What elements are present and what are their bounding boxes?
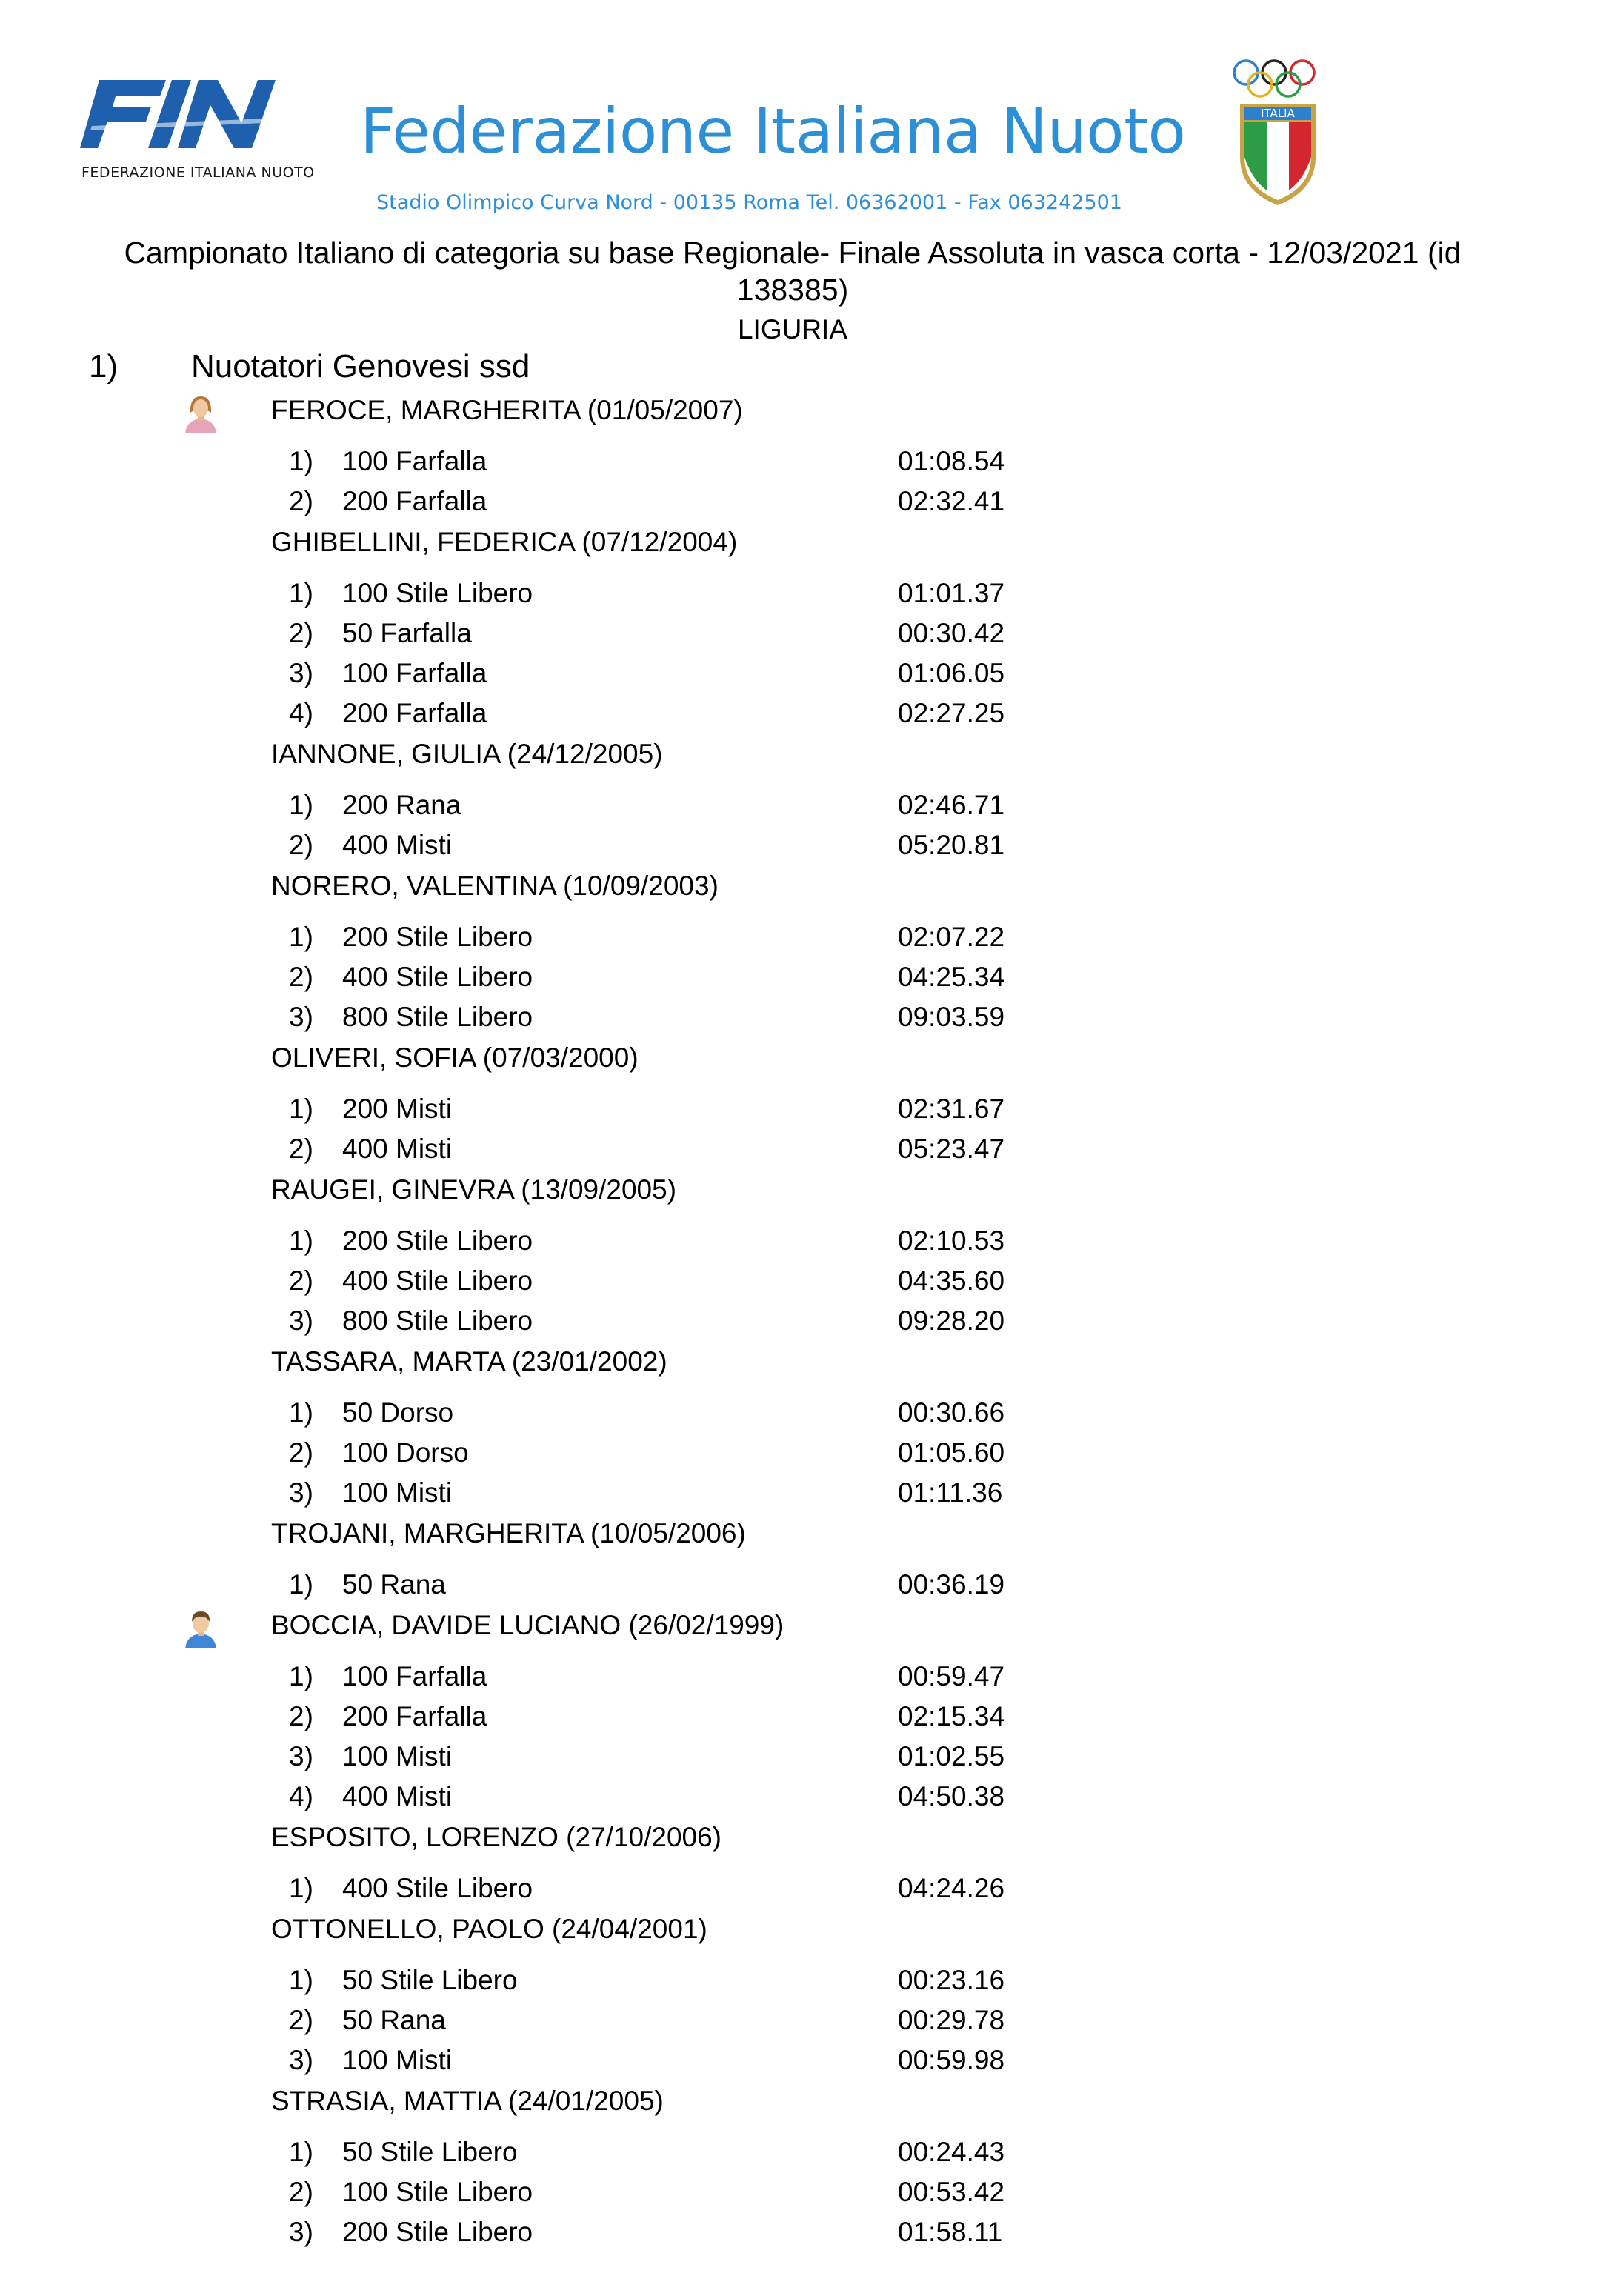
result-index: 3) [289, 658, 313, 688]
result-time: 00:59.47 [898, 1661, 1005, 1691]
result-index: 3) [289, 2045, 313, 2075]
result-event: 50 Dorso [342, 1397, 454, 1428]
athlete-name: OLIVERI, SOFIA (07/03/2000) [271, 1042, 639, 1073]
result-index: 2) [289, 1265, 313, 1296]
result-time: 04:50.38 [898, 1781, 1005, 1811]
result-time: 01:06.05 [898, 658, 1005, 688]
female-swimmer-icon [181, 393, 221, 435]
fin-logo-caption: FEDERAZIONE ITALIANA NUOTO [81, 164, 315, 181]
result-time: 04:35.60 [898, 1265, 1005, 1296]
athlete-name: GHIBELLINI, FEDERICA (07/12/2004) [271, 527, 738, 557]
result-index: 1) [289, 1225, 313, 1256]
result-index: 4) [289, 698, 313, 728]
result-index: 1) [289, 2137, 313, 2167]
result-index: 2) [289, 830, 313, 860]
athlete-name: NORERO, VALENTINA (10/09/2003) [271, 871, 719, 901]
result-time: 04:24.26 [898, 1873, 1005, 1903]
result-time: 00:30.42 [898, 618, 1005, 648]
result-time: 01:01.37 [898, 578, 1005, 608]
result-index: 2) [289, 486, 313, 516]
result-index: 4) [289, 1781, 313, 1811]
result-event: 200 Stile Libero [342, 922, 533, 952]
result-index: 2) [289, 618, 313, 648]
result-index: 2) [289, 962, 313, 992]
male-swimmer-icon [181, 1608, 221, 1650]
result-event: 200 Farfalla [342, 486, 487, 516]
result-event: 200 Farfalla [342, 698, 487, 728]
athlete-name: TASSARA, MARTA (23/01/2002) [271, 1346, 667, 1377]
result-event: 400 Misti [342, 830, 453, 860]
result-index: 2) [289, 1134, 313, 1164]
result-event: 200 Rana [342, 790, 461, 820]
result-index: 2) [289, 2005, 313, 2035]
result-event: 400 Stile Libero [342, 962, 533, 992]
result-time: 00:24.43 [898, 2137, 1005, 2167]
result-index: 1) [289, 1569, 313, 1600]
result-time: 09:28.20 [898, 1305, 1005, 1336]
result-index: 3) [289, 1305, 313, 1336]
athlete-name: BOCCIA, DAVIDE LUCIANO (26/02/1999) [271, 1610, 784, 1640]
result-event: 100 Misti [342, 2045, 453, 2075]
result-time: 01:05.60 [898, 1437, 1005, 1468]
result-time: 02:31.67 [898, 1094, 1005, 1124]
athlete-name: TROJANI, MARGHERITA (10/05/2006) [271, 1518, 746, 1548]
result-index: 1) [289, 446, 313, 476]
result-time: 09:03.59 [898, 1002, 1005, 1032]
result-index: 1) [289, 1094, 313, 1124]
result-event: 200 Stile Libero [342, 1225, 533, 1256]
result-index: 3) [289, 1741, 313, 1771]
team-index: 1) [89, 348, 119, 385]
result-event: 100 Farfalla [342, 1661, 487, 1691]
result-time: 04:25.34 [898, 962, 1005, 992]
federation-name: Federazione Italiana Nuoto [360, 95, 1186, 167]
event-title-line-2: 138385) [736, 273, 849, 307]
result-event: 400 Misti [342, 1134, 453, 1164]
result-time: 00:30.66 [898, 1397, 1005, 1428]
result-event: 100 Misti [342, 1741, 453, 1771]
result-event: 400 Stile Libero [342, 1873, 533, 1903]
result-index: 1) [289, 1397, 313, 1428]
athlete-name: ESPOSITO, LORENZO (27/10/2006) [271, 1822, 722, 1852]
result-event: 100 Farfalla [342, 446, 487, 476]
result-index: 3) [289, 2217, 313, 2247]
result-time: 02:15.34 [898, 1701, 1005, 1731]
result-event: 50 Rana [342, 2005, 446, 2035]
italia-shield-icon [1240, 104, 1316, 205]
result-index: 1) [289, 790, 313, 820]
result-index: 1) [289, 578, 313, 608]
page-header [0, 0, 1623, 222]
team-name: Nuotatori Genovesi ssd [191, 348, 530, 385]
result-event: 100 Farfalla [342, 658, 487, 688]
result-event: 100 Misti [342, 1477, 453, 1508]
result-index: 1) [289, 1965, 313, 1995]
result-index: 1) [289, 922, 313, 952]
athlete-name: IANNONE, GIULIA (24/12/2005) [271, 739, 663, 769]
result-time: 00:53.42 [898, 2177, 1005, 2207]
result-time: 02:32.41 [898, 486, 1005, 516]
athlete-name: FEROCE, MARGHERITA (01/05/2007) [271, 395, 743, 425]
event-title [44, 234, 1541, 308]
result-event: 800 Stile Libero [342, 1002, 533, 1032]
result-event: 50 Farfalla [342, 618, 472, 648]
result-index: 1) [289, 1873, 313, 1903]
result-time: 00:29.78 [898, 2005, 1005, 2035]
result-time: 01:08.54 [898, 446, 1005, 476]
result-index: 2) [289, 1701, 313, 1731]
coni-emblem [1230, 53, 1326, 209]
result-index: 3) [289, 1002, 313, 1032]
result-time: 01:58.11 [898, 2217, 1003, 2247]
result-index: 1) [289, 1661, 313, 1691]
result-index: 3) [289, 1477, 313, 1508]
result-time: 01:02.55 [898, 1741, 1005, 1771]
federation-address: Stadio Olimpico Curva Nord - 00135 Roma Tel. 06362001 - Fax 063242501 [376, 191, 1122, 214]
event-title-line-1: Campionato Italiano di categoria su base Regionale- Finale Assoluta in vasca corta - 12/03/2021 (id [124, 236, 1462, 270]
result-event: 100 Dorso [342, 1437, 469, 1468]
result-event: 100 Stile Libero [342, 578, 533, 608]
result-event: 200 Stile Libero [342, 2217, 533, 2247]
emblem-label: ITALIA [1261, 107, 1295, 120]
result-event: 50 Stile Libero [342, 1965, 518, 1995]
result-time: 00:59.98 [898, 2045, 1005, 2075]
result-time: 02:07.22 [898, 922, 1005, 952]
athlete-name: STRASIA, MATTIA (24/01/2005) [271, 2086, 664, 2116]
result-event: 50 Stile Libero [342, 2137, 518, 2167]
result-event: 200 Misti [342, 1094, 453, 1124]
athlete-name: RAUGEI, GINEVRA (13/09/2005) [271, 1174, 677, 1205]
result-index: 2) [289, 1437, 313, 1468]
result-index: 2) [289, 2177, 313, 2207]
result-time: 02:46.71 [898, 790, 1005, 820]
result-event: 400 Stile Libero [342, 1265, 533, 1296]
result-time: 02:10.53 [898, 1225, 1005, 1256]
result-event: 400 Misti [342, 1781, 453, 1811]
olympic-rings-icon [1234, 61, 1314, 96]
result-time: 05:20.81 [898, 830, 1005, 860]
result-event: 100 Stile Libero [342, 2177, 533, 2207]
result-event: 50 Rana [342, 1569, 446, 1600]
region-label: LIGURIA [737, 314, 848, 345]
result-time: 00:36.19 [898, 1569, 1005, 1600]
result-time: 00:23.16 [898, 1965, 1005, 1995]
athlete-name: OTTONELLO, PAOLO (24/04/2001) [271, 1914, 707, 1944]
result-time: 05:23.47 [898, 1134, 1005, 1164]
result-event: 800 Stile Libero [342, 1305, 533, 1336]
result-time: 02:27.25 [898, 698, 1005, 728]
result-time: 01:11.36 [898, 1477, 1003, 1508]
result-event: 200 Farfalla [342, 1701, 487, 1731]
